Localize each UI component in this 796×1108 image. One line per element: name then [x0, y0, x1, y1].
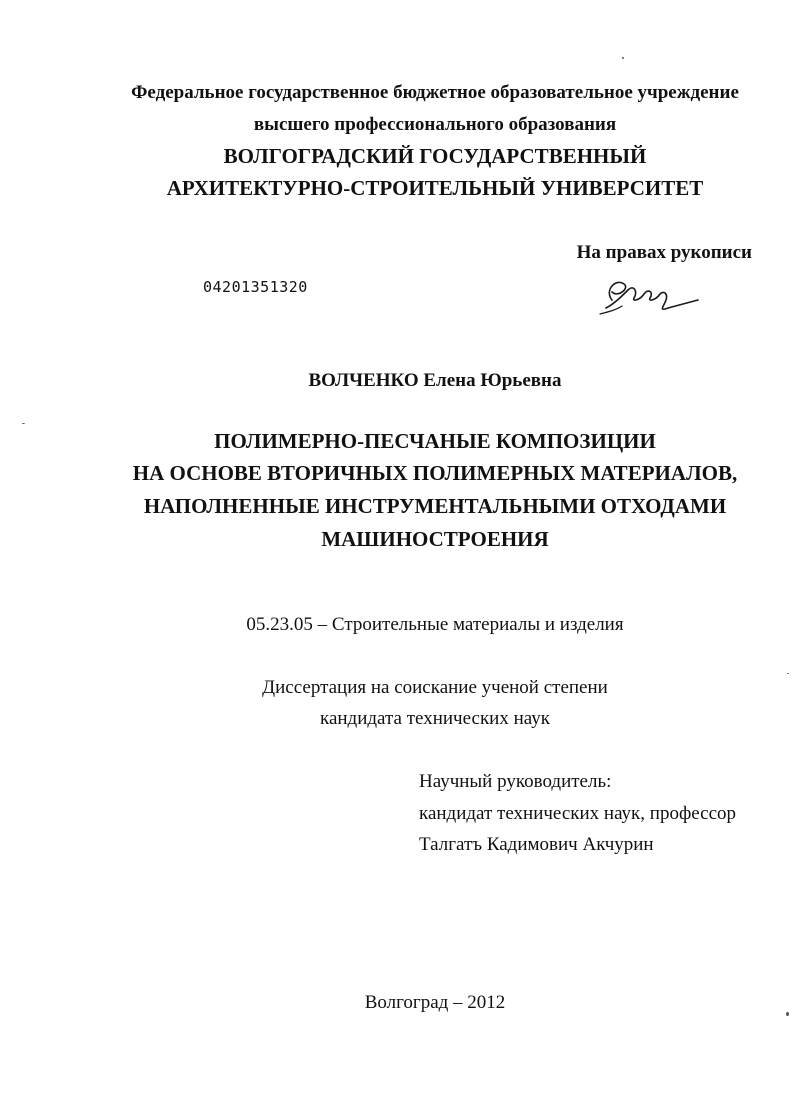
manuscript-rights-label: На правах рукописи [576, 242, 752, 263]
catalog-code: 04201351320 [203, 278, 308, 296]
scan-speck [22, 423, 25, 424]
institution-line-1: Федеральное государственное бюджетное образовательное учреждение [131, 82, 739, 103]
university-name-line-2: АРХИТЕКТУРНО-СТРОИТЕЛЬНЫЙ УНИВЕРСИТЕТ [166, 176, 704, 200]
supervisor-degree: кандидат технических наук, профессор [419, 803, 737, 824]
scan-speck [622, 57, 624, 59]
dissertation-degree-line-1: Диссертация на соискание ученой степени [262, 677, 608, 698]
supervisor-label: Научный руководитель: [419, 771, 612, 792]
specialty-code: 05.23.05 – Строительные материалы и изделия [246, 614, 624, 635]
thesis-title-line-2: НА ОСНОВЕ ВТОРИЧНЫХ ПОЛИМЕРНЫХ МАТЕРИАЛОВ, [132, 461, 738, 485]
institution-line-2: высшего профессионального образования [253, 114, 617, 135]
supervisor-name: Талгатъ Кадимович Акчурин [419, 834, 654, 855]
university-name-line-1: ВОЛГОГРАДСКИЙ ГОСУДАРСТВЕННЫЙ [223, 144, 647, 168]
thesis-title-line-4: МАШИНОСТРОЕНИЯ [321, 527, 549, 551]
thesis-title-line-3: НАПОЛНЕННЫЕ ИНСТРУМЕНТАЛЬНЫМИ ОТХОДАМИ [143, 494, 727, 518]
thesis-title-line-1: ПОЛИМЕРНО-ПЕСЧАНЫЕ КОМПОЗИЦИИ [214, 429, 656, 453]
author-name: ВОЛЧЕНКО Елена Юрьевна [308, 370, 562, 391]
scan-speck [787, 673, 789, 674]
city-year: Волгоград – 2012 [364, 992, 506, 1013]
scan-speck [786, 1012, 789, 1016]
signature-icon [598, 270, 702, 318]
dissertation-degree-line-2: кандидата технических наук [320, 708, 550, 729]
